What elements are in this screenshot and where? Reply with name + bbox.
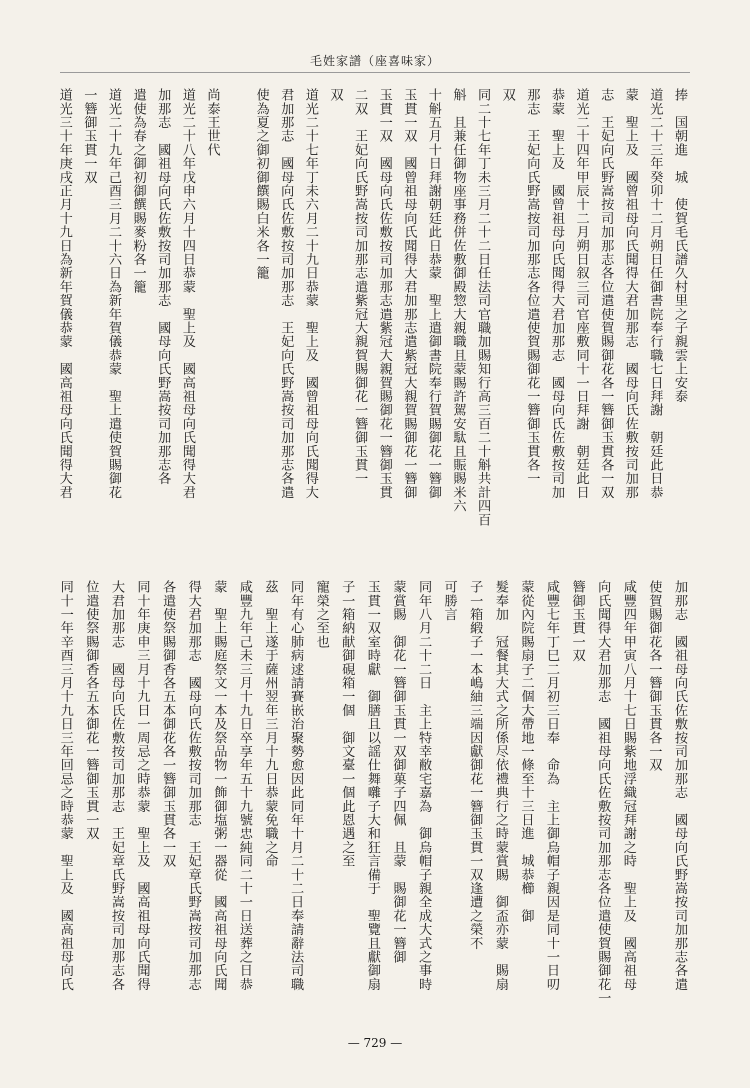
text-column: 同十年庚申三月十九日一周忌之時恭蒙 聖上及 國高祖母向氏聞得 bbox=[134, 580, 150, 991]
text-column: 子一箱緞子一本嶋紬三端因獻御花一簪御玉貫一双逢遭之榮不 bbox=[467, 580, 483, 950]
text-column: 咸豐四年甲寅八月十七日賜紫地浮織冠拜謝之時 聖上及 國高祖母 bbox=[620, 580, 636, 991]
text-column: 尚泰王世代 bbox=[204, 88, 220, 157]
text-column: 同二十七年丁未三月二十二日任法司官職加賜知行高三百二十斛共計四百 bbox=[475, 88, 491, 527]
upper-text-block bbox=[52, 88, 692, 558]
text-column: 捧 国朝進 城 使賀毛氏譜久村里之子親雲上安泰 bbox=[672, 88, 687, 404]
page-number: — 729 — bbox=[347, 1036, 403, 1050]
text-column: 玉貫一双 國母向氏佐敷按司加那志遣紫冠大親賀賜御花一簪御玉貫 bbox=[376, 88, 392, 499]
text-column: 道光二十三年癸卯十二月朔日任御書院奉行職七日拜謝 朝廷此日恭 bbox=[647, 88, 663, 499]
text-column: 玉貫一双室時獻 御膳且以謡仕舞囃子大和狂言備于 聖覽且獻御扇 bbox=[364, 580, 380, 991]
text-column: 遣使為春之御初御饌賜麥粉各一籠 bbox=[130, 88, 146, 294]
text-column: 咸豐七年丁巳二月初三日奉 命為 主上御烏帽子親因是同十一日叨 bbox=[544, 580, 560, 991]
text-column: 茲 聖上遂于薩州翌年三月十九日恭蒙免職之命 bbox=[262, 580, 278, 868]
page-header: 毛姓家譜（座喜味家） bbox=[309, 54, 440, 68]
text-column: 蒙 聖上賜庭祭文一本及祭品物一飾御塩粥一器從 國高祖母向氏聞 bbox=[211, 580, 227, 991]
text-column: 加那志 國祖母向氏佐敷按司加那志 國母向氏野嵩按司加那志各遣 bbox=[672, 580, 687, 991]
text-column: 使賀賜御花各一簪御玉貫各一双 bbox=[646, 580, 662, 772]
text-column: 子一箱納献御硯箱一個 御文臺一個此恩遇之至 bbox=[339, 580, 355, 868]
text-column bbox=[224, 88, 249, 558]
text-column: 道光三十年庚戌正月十九日為新年賀儀恭蒙 國高祖母向氏聞得大君 bbox=[56, 88, 72, 499]
text-column: 咸豐九年己未三月十九日卒享年五十九號忠純同二十一日送葬之日恭 bbox=[236, 580, 252, 991]
text-column: 二双 王妃向氏野嵩按司加那志遣紫冠大親賀賜御花一簪御玉貫一 bbox=[352, 88, 368, 486]
text-column: 恭蒙 聖上及 國曾祖母向氏聞得大君加那志 國母向氏佐敷按司加 bbox=[548, 88, 564, 499]
text-column: 玉貫一双 國曾祖母向氏聞得大君加那志遣紫冠大親賀賜御花一簪御 bbox=[401, 88, 417, 499]
text-column: 簪御玉貫一双 bbox=[569, 580, 585, 663]
text-column: 道光二十八年戊申六月十四日恭蒙 聖上及 國高祖母向氏聞得大君 bbox=[179, 88, 195, 499]
text-column: 位遣使祭賜御香各五本御花一簪御玉貫一双 bbox=[83, 580, 99, 841]
text-column: 道光二十七年丁未六月二十九日恭蒙 聖上及 國曾祖母向氏聞得大 bbox=[302, 88, 318, 499]
text-column: 可勝言 bbox=[441, 580, 457, 622]
header-rule bbox=[60, 72, 690, 73]
text-column: 志 王妃向氏野嵩按司加那志各位遣使賀賜御花各一簪御玉貫各一双 bbox=[598, 88, 614, 499]
text-column: 使為夏之御初御饌賜白米各一籠 bbox=[253, 88, 269, 280]
text-column: 大君加那志 國母向氏佐敷按司加那志 王妃章氏野嵩按司加那志各 bbox=[108, 580, 124, 991]
text-column: 十斛五月十日拜謝朝廷此日恭蒙 聖上遣御書院奉行賀賜御花一簪御 bbox=[425, 88, 441, 499]
text-column: 那志 王妃向氏野嵩按司加那志各位遣使賀賜御花一簪御玉貫各一 bbox=[524, 88, 540, 486]
text-column: 双 bbox=[327, 88, 343, 102]
text-column: 各遣使祭賜御香各五本御花各一簪御玉貫各一双 bbox=[160, 580, 176, 868]
text-column: 双 bbox=[499, 88, 515, 102]
text-column: 君加那志 國母向氏佐敷按司加那志 王妃向氏野嵩按司加那志各遣 bbox=[278, 88, 294, 499]
text-column: 同年八月二十二日 主上特幸敝宅嘉為 御烏帽子親全成大式之事時 bbox=[416, 580, 432, 991]
text-column: 向氏聞得大君加那志 國祖母向氏佐敷按司加那志各位遣使賀賜御花一 bbox=[595, 580, 611, 1005]
lower-text-block bbox=[52, 580, 692, 1020]
text-column: 道光二十九年己酉三月二十六日為新年賀儀恭蒙 聖上遣使賀賜御花 bbox=[105, 88, 121, 499]
text-column: 得大君加那志 國母向氏佐敷按司加那志 王妃章氏野嵩按司加那志 bbox=[185, 580, 201, 991]
text-column: 髮奉加 冠餐其大式之所係尽依禮典行之時蒙賞賜 御盃亦蒙 賜扇 bbox=[492, 580, 508, 991]
text-column: 同十一年辛酉三月十九日三年回忌之時恭蒙 聖上及 國高祖母向氏 bbox=[57, 580, 73, 991]
text-column: 蒙賞賜 御花一簪御玉貫一双御菓子四佩 且蒙 賜御花一簪御 bbox=[390, 580, 406, 964]
text-column: 斛 且兼任御物座事務併佐敷御殿惣大親職且蒙賜許駕安駄且賑賜米六 bbox=[450, 88, 466, 513]
text-column: 寵榮之至也 bbox=[313, 580, 329, 649]
text-column: 加那志 國祖母向氏佐敷按司加那志 國母向氏野嵩按司加那志各 bbox=[155, 88, 171, 486]
text-column: 一簪御玉貫一双 bbox=[81, 88, 97, 184]
text-column: 蒙從內院賜扇子二個大帶地一條至十三日進 城恭櫛 御 bbox=[518, 580, 534, 923]
text-column: 蒙 聖上及 國曾祖母向氏聞得大君加那志 國母向氏佐敷按司加那 bbox=[622, 88, 638, 499]
text-column: 道光二十四年甲辰十二月朔日叙三司官座敷同十一日拜謝 朝廷此日 bbox=[573, 88, 589, 499]
text-column: 同年有心肺病逑請賽嵌治聚勢愈因此同年十月二十二日奉請辭法司職 bbox=[288, 580, 304, 991]
